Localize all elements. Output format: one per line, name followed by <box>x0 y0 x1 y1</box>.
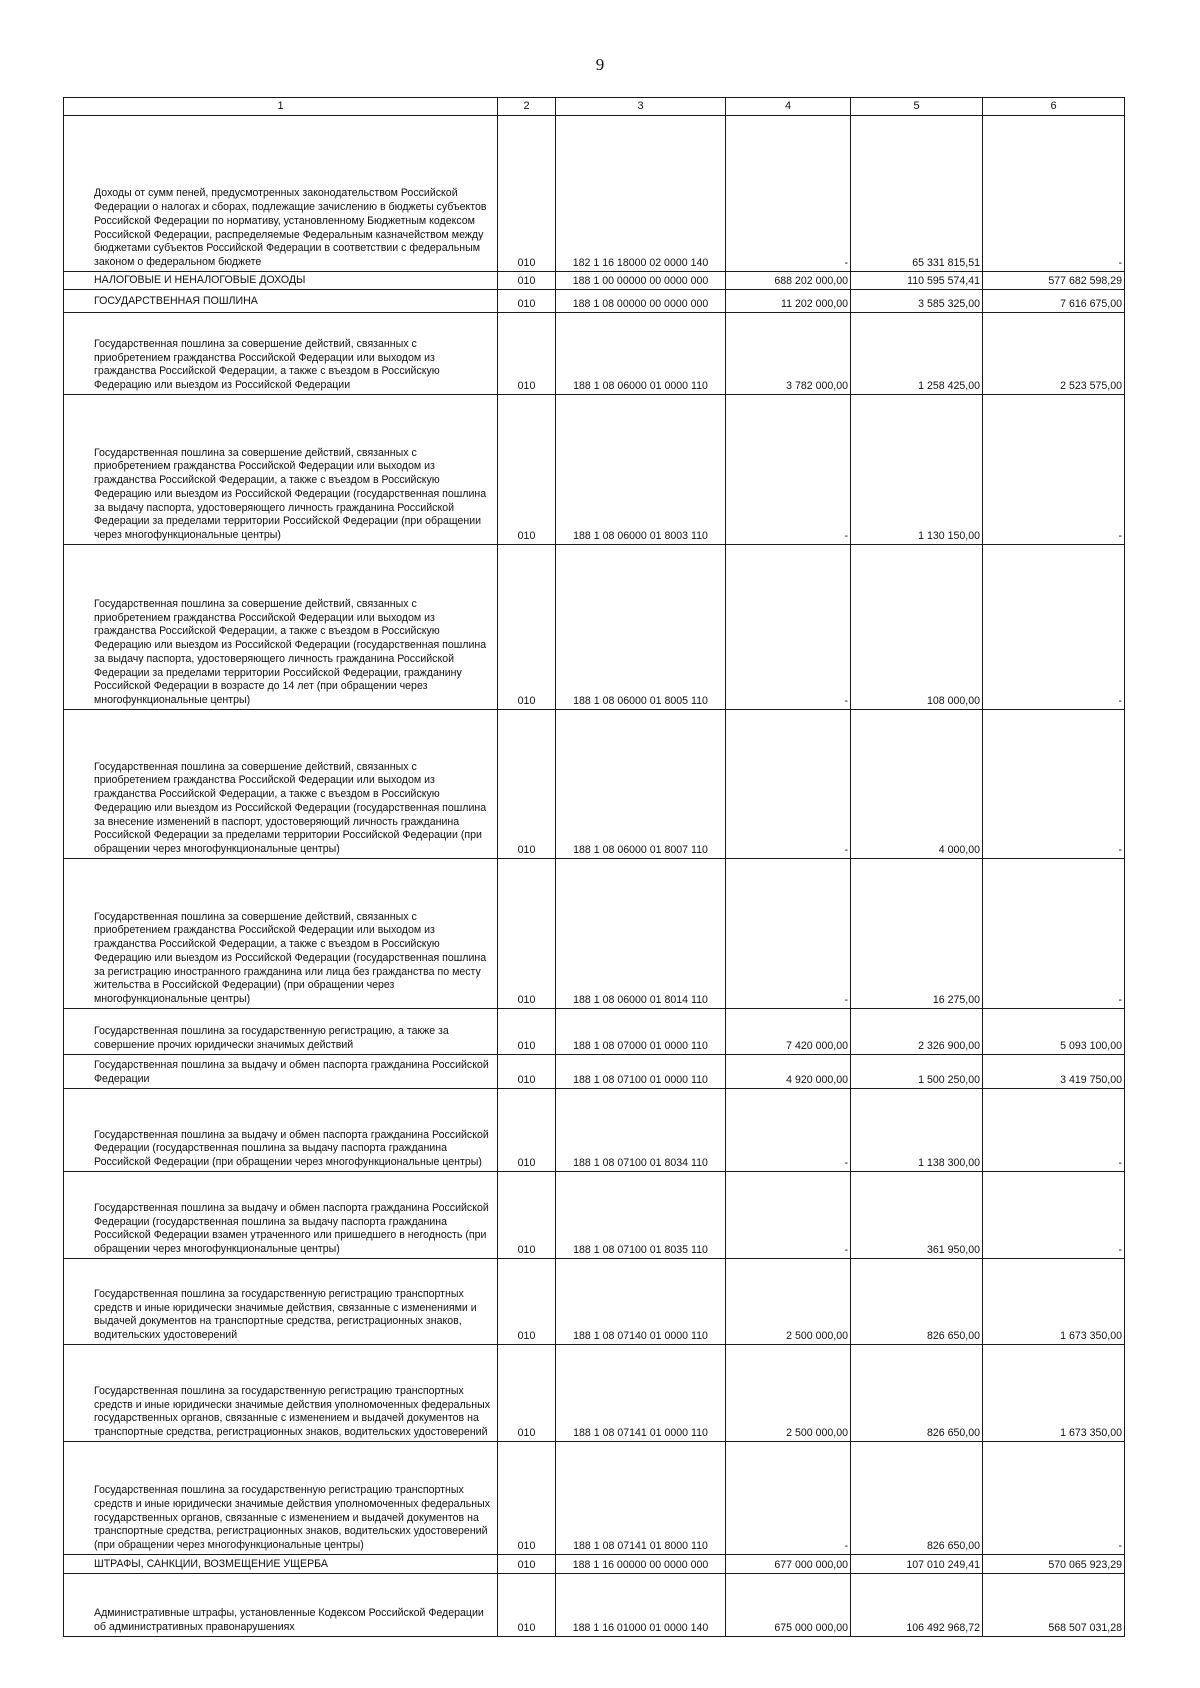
row-col4: 688 202 000,00 <box>726 272 851 290</box>
row-col6: - <box>983 1172 1125 1259</box>
row-col6: - <box>983 116 1125 272</box>
row-name: Государственная пошлина за государственную регистрацию транспортных средств и иные юридически значимые действия, связанные с изменениями и выдачей документов на транспортные средства, регистрационных знаков, водительских удостоверений <box>64 1259 498 1345</box>
row-name: НАЛОГОВЫЕ И НЕНАЛОГОВЫЕ ДОХОДЫ <box>64 272 498 290</box>
row-name: Административные штрафы, установленные Кодексом Российской Федерации об административных правонарушениях <box>64 1574 498 1637</box>
column-header: 5 <box>851 98 983 116</box>
row-kbk: 188 1 08 06000 01 0000 110 <box>556 313 726 395</box>
row-col6: 577 682 598,29 <box>983 272 1125 290</box>
row-code: 010 <box>498 1345 556 1442</box>
row-col4: 3 782 000,00 <box>726 313 851 395</box>
row-code: 010 <box>498 1574 556 1637</box>
row-name: Государственная пошлина за государственную регистрацию, а также за совершение прочих юридически значимых действий <box>64 1009 498 1055</box>
row-code: 010 <box>498 1172 556 1259</box>
row-col6: 570 065 923,29 <box>983 1555 1125 1574</box>
row-col4: 11 202 000,00 <box>726 290 851 313</box>
row-name: ГОСУДАРСТВЕННАЯ ПОШЛИНА <box>64 290 498 313</box>
row-col5: 1 130 150,00 <box>851 395 983 545</box>
column-header: 2 <box>498 98 556 116</box>
row-col5: 826 650,00 <box>851 1345 983 1442</box>
row-col5: 1 500 250,00 <box>851 1055 983 1089</box>
column-header: 4 <box>726 98 851 116</box>
table-row <box>64 710 1125 859</box>
row-name: Государственная пошлина за государственную регистрацию транспортных средств и иные юридически значимые действия уполномоченных федеральных государственных органов, связанные с изменением и выдачей документов на транспортные средства, регистрационных знаков, водительских удостоверений <box>64 1345 498 1442</box>
row-col6: 2 523 575,00 <box>983 313 1125 395</box>
row-col5: 110 595 574,41 <box>851 272 983 290</box>
row-col5: 107 010 249,41 <box>851 1555 983 1574</box>
row-name: Государственная пошлина за совершение действий, связанных с приобретением гражданства Российской Федерации или выходом из гражданства Российской Федерации, а также с въездом в Российскую Федерацию или выездом из Российской Федерации (государственная пошлина за регистрацию иностранного гражданина или лица без гражданства по месту жительства в Российской Федерации) (при обращении через многофункциональные центры) <box>64 859 498 1009</box>
row-kbk: 188 1 16 01000 01 0000 140 <box>556 1574 726 1637</box>
row-code: 010 <box>498 545 556 710</box>
row-col6: - <box>983 1089 1125 1172</box>
row-col4: - <box>726 1442 851 1555</box>
row-col4: 7 420 000,00 <box>726 1009 851 1055</box>
row-col4: 2 500 000,00 <box>726 1345 851 1442</box>
table-row <box>64 1259 1125 1345</box>
row-col4: - <box>726 1172 851 1259</box>
row-code: 010 <box>498 1259 556 1345</box>
row-col5: 361 950,00 <box>851 1172 983 1259</box>
row-kbk: 188 1 08 07141 01 0000 110 <box>556 1345 726 1442</box>
row-code: 010 <box>498 313 556 395</box>
row-kbk: 188 1 08 07100 01 0000 110 <box>556 1055 726 1089</box>
row-col4: - <box>726 395 851 545</box>
row-col4: - <box>726 545 851 710</box>
table-row <box>64 272 1125 290</box>
table-row <box>64 313 1125 395</box>
row-kbk: 188 1 08 07141 01 8000 110 <box>556 1442 726 1555</box>
row-name: Государственная пошлина за выдачу и обмен паспорта гражданина Российской Федерации <box>64 1055 498 1089</box>
revenue-table <box>63 97 1125 1637</box>
row-kbk: 182 1 16 18000 02 0000 140 <box>556 116 726 272</box>
row-kbk: 188 1 08 06000 01 8014 110 <box>556 859 726 1009</box>
row-code: 010 <box>498 710 556 859</box>
row-col6: 5 093 100,00 <box>983 1009 1125 1055</box>
row-name: Государственная пошлина за выдачу и обмен паспорта гражданина Российской Федерации (государственная пошлина за выдачу паспорта гражданина Российской Федерации взамен утраченного или пришедшего в негодность (при обращении через многофункциональные центры) <box>64 1172 498 1259</box>
row-name: Доходы от сумм пеней, предусмотренных законодательством Российской Федерации о налогах и сборах, подлежащие зачислению в бюджеты субъектов Российской Федерации по нормативу, установленному Бюджетным кодексом Российской Федерации, распределяемые Федеральным казначейством между бюджетами субъектов Российской Федерации в соответствии с федеральным законом о федеральном бюджете <box>64 116 498 272</box>
table-row <box>64 545 1125 710</box>
row-col6: 568 507 031,28 <box>983 1574 1125 1637</box>
table-row <box>64 1009 1125 1055</box>
row-code: 010 <box>498 116 556 272</box>
row-kbk: 188 1 08 07100 01 8034 110 <box>556 1089 726 1172</box>
row-kbk: 188 1 08 07140 01 0000 110 <box>556 1259 726 1345</box>
row-col4: 677 000 000,00 <box>726 1555 851 1574</box>
row-col6: - <box>983 710 1125 859</box>
row-col6: - <box>983 395 1125 545</box>
row-kbk: 188 1 08 06000 01 8003 110 <box>556 395 726 545</box>
row-col5: 4 000,00 <box>851 710 983 859</box>
row-code: 010 <box>498 859 556 1009</box>
row-col6: - <box>983 1442 1125 1555</box>
row-name: Государственная пошлина за выдачу и обмен паспорта гражданина Российской Федерации (государственная пошлина за выдачу паспорта гражданина Российской Федерации (при обращении через многофункциональные центры) <box>64 1089 498 1172</box>
row-kbk: 188 1 08 00000 00 0000 000 <box>556 290 726 313</box>
table-row <box>64 1345 1125 1442</box>
row-kbk: 188 1 08 07000 01 0000 110 <box>556 1009 726 1055</box>
row-col5: 826 650,00 <box>851 1259 983 1345</box>
row-col6: - <box>983 545 1125 710</box>
row-code: 010 <box>498 1009 556 1055</box>
row-kbk: 188 1 08 07100 01 8035 110 <box>556 1172 726 1259</box>
row-kbk: 188 1 00 00000 00 0000 000 <box>556 272 726 290</box>
table-row <box>64 1555 1125 1574</box>
row-col4: - <box>726 1089 851 1172</box>
row-name: Государственная пошлина за совершение действий, связанных с приобретением гражданства Российской Федерации или выходом из гражданства Российской Федерации, а также с въездом в Российскую Федерацию или выездом из Российской Федерации <box>64 313 498 395</box>
row-col6: 7 616 675,00 <box>983 290 1125 313</box>
row-col6: 1 673 350,00 <box>983 1259 1125 1345</box>
table-row <box>64 859 1125 1009</box>
column-header: 6 <box>983 98 1125 116</box>
row-kbk: 188 1 16 00000 00 0000 000 <box>556 1555 726 1574</box>
row-name: Государственная пошлина за совершение действий, связанных с приобретением гражданства Российской Федерации или выходом из гражданства Российской Федерации, а также с въездом в Российскую Федерацию или выездом из Российской Федерации (государственная пошлина за выдачу паспорта, удостоверяющего личность гражданина Российской Федерации за пределами территории Российской Федерации, гражданину Российской Федерации в возрасте до 14 лет (при обращении через многофункциональные центры) <box>64 545 498 710</box>
row-col5: 1 138 300,00 <box>851 1089 983 1172</box>
row-col5: 2 326 900,00 <box>851 1009 983 1055</box>
row-col5: 106 492 968,72 <box>851 1574 983 1637</box>
table-row <box>64 1442 1125 1555</box>
table-row <box>64 290 1125 313</box>
table-row <box>64 1089 1125 1172</box>
row-kbk: 188 1 08 06000 01 8005 110 <box>556 545 726 710</box>
row-name: ШТРАФЫ, САНКЦИИ, ВОЗМЕЩЕНИЕ УЩЕРБА <box>64 1555 498 1574</box>
row-code: 010 <box>498 1055 556 1089</box>
row-name: Государственная пошлина за совершение действий, связанных с приобретением гражданства Российской Федерации или выходом из гражданства Российской Федерации, а также с въездом в Российскую Федерацию или выездом из Российской Федерации (государственная пошлина за внесение изменений в паспорт, удостоверяющий личность гражданина Российской Федерации за пределами территории Российской Федерации (при обращении через многофункциональные центры) <box>64 710 498 859</box>
row-code: 010 <box>498 290 556 313</box>
row-code: 010 <box>498 1442 556 1555</box>
table-row <box>64 1574 1125 1637</box>
row-code: 010 <box>498 1089 556 1172</box>
column-header: 1 <box>64 98 498 116</box>
row-col4: 4 920 000,00 <box>726 1055 851 1089</box>
row-col5: 65 331 815,51 <box>851 116 983 272</box>
row-col5: 3 585 325,00 <box>851 290 983 313</box>
row-col4: 675 000 000,00 <box>726 1574 851 1637</box>
row-col4: 2 500 000,00 <box>726 1259 851 1345</box>
table-row <box>64 395 1125 545</box>
row-col5: 1 258 425,00 <box>851 313 983 395</box>
row-col4: - <box>726 859 851 1009</box>
row-col5: 108 000,00 <box>851 545 983 710</box>
row-name: Государственная пошлина за совершение действий, связанных с приобретением гражданства Российской Федерации или выходом из гражданства Российской Федерации, а также с въездом в Российскую Федерацию или выездом из Российской Федерации (государственная пошлина за выдачу паспорта, удостоверяющего личность гражданина Российской Федерации за пределами территории Российской Федерации (при обращении через многофункциональные центры) <box>64 395 498 545</box>
row-kbk: 188 1 08 06000 01 8007 110 <box>556 710 726 859</box>
row-code: 010 <box>498 395 556 545</box>
table-row <box>64 1172 1125 1259</box>
table-row <box>64 1055 1125 1089</box>
column-header: 3 <box>556 98 726 116</box>
row-col4: - <box>726 710 851 859</box>
row-col4: - <box>726 116 851 272</box>
row-col6: 3 419 750,00 <box>983 1055 1125 1089</box>
row-code: 010 <box>498 1555 556 1574</box>
page-number: 9 <box>595 55 605 74</box>
row-col6: 1 673 350,00 <box>983 1345 1125 1442</box>
row-name: Государственная пошлина за государственную регистрацию транспортных средств и иные юридически значимые действия уполномоченных федеральных государственных органов, связанные с изменением и выдачей документов на транспортные средства, регистрационных знаков, водительских удостоверений (при обращении через многофункциональные центры) <box>64 1442 498 1555</box>
row-col5: 16 275,00 <box>851 859 983 1009</box>
row-col6: - <box>983 859 1125 1009</box>
row-col5: 826 650,00 <box>851 1442 983 1555</box>
table-header-row <box>64 98 1125 116</box>
row-code: 010 <box>498 272 556 290</box>
table-row <box>64 116 1125 272</box>
